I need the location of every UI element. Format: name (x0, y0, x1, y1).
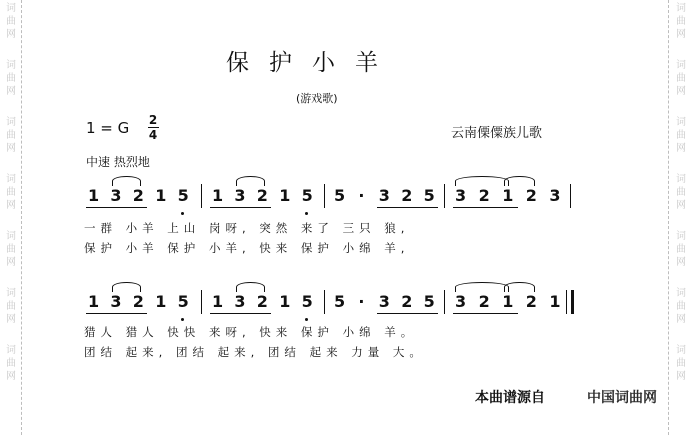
note: 5 (301, 292, 313, 311)
watermark: 词 曲 网 (676, 60, 686, 97)
note: 5 (334, 292, 346, 311)
staff-row-2 (84, 290, 574, 359)
watermark: 词 曲 网 (6, 60, 16, 97)
beam-line (86, 207, 147, 208)
note: · (358, 186, 365, 205)
watermark-column-left (3, 0, 19, 383)
note: 3 (110, 292, 122, 311)
note: 1 (502, 292, 514, 311)
bar-line (444, 184, 445, 208)
notation-line (84, 184, 574, 210)
note: · (358, 292, 365, 311)
note: 1 (212, 186, 224, 205)
note: 5 (177, 292, 189, 311)
low-octave-dot (305, 318, 308, 321)
watermark: 词 曲 网 (676, 231, 686, 268)
note: 5 (177, 186, 189, 205)
bar-line (566, 290, 567, 314)
meter-top: 2 (148, 113, 158, 127)
beam-line (453, 313, 518, 314)
watermark: 词 曲 网 (676, 3, 686, 40)
slur-arc (112, 176, 141, 186)
watermark: 词 曲 网 (6, 174, 16, 211)
low-octave-dot (181, 318, 184, 321)
note: 3 (549, 186, 561, 205)
slur-arc (236, 176, 265, 186)
source-label: 本曲谱源自 (475, 390, 545, 406)
note: 2 (132, 292, 144, 311)
note: 1 (279, 186, 291, 205)
bar-line (201, 290, 202, 314)
note: 2 (401, 292, 413, 311)
note: 1 (279, 292, 291, 311)
right-margin-line (668, 0, 669, 435)
beam-line (210, 207, 271, 208)
note: 2 (478, 186, 490, 205)
watermark: 词 曲 网 (6, 231, 16, 268)
lyrics-verse-2: 团结 起来, 团结 起来, 团结 起来 力量 大。 (84, 345, 426, 359)
bar-line (324, 290, 325, 314)
beam-line (210, 313, 271, 314)
note: 3 (378, 186, 390, 205)
slur-arc (455, 282, 509, 292)
note: 3 (455, 292, 467, 311)
source-site-link[interactable]: 中国词曲网 (587, 390, 657, 406)
watermark: 词 曲 网 (6, 117, 16, 154)
notation-line (84, 290, 574, 316)
note: 2 (525, 186, 537, 205)
note: 5 (334, 186, 346, 205)
bar-line (201, 184, 202, 208)
staff-row-1 (84, 184, 574, 255)
lyrics-verse-2: 保护 小羊 保护 小羊, 快来 保护 小绵 羊, (84, 241, 410, 255)
bar-line (570, 184, 571, 208)
note: 1 (502, 186, 514, 205)
slur-arc (455, 176, 509, 186)
watermark: 词 曲 网 (676, 117, 686, 154)
note: 3 (455, 186, 467, 205)
final-bar-line (571, 290, 574, 314)
note: 1 (212, 292, 224, 311)
note: 1 (155, 186, 167, 205)
song-origin: 云南傈僳族儿歌 (451, 126, 543, 141)
note: 2 (256, 292, 268, 311)
watermark: 词 曲 网 (6, 288, 16, 325)
slur-arc (504, 176, 534, 186)
left-margin-line (21, 0, 22, 435)
note: 3 (378, 292, 390, 311)
song-subtitle: (游戏歌) (296, 92, 338, 105)
watermark: 词 曲 网 (676, 288, 686, 325)
note: 5 (423, 186, 435, 205)
beam-line (86, 313, 147, 314)
note: 5 (423, 292, 435, 311)
song-title: 保护小羊 (226, 50, 398, 76)
watermark: 词 曲 网 (676, 345, 686, 382)
note: 1 (155, 292, 167, 311)
note: 2 (478, 292, 490, 311)
watermark-column-right (673, 0, 689, 383)
note: 3 (234, 292, 246, 311)
note: 2 (256, 186, 268, 205)
watermark: 词 曲 网 (6, 3, 16, 40)
bar-line (324, 184, 325, 208)
bar-line (444, 290, 445, 314)
beam-line (377, 207, 438, 208)
beam-line (453, 207, 518, 208)
note: 3 (110, 186, 122, 205)
note: 1 (549, 292, 561, 311)
beam-line (377, 313, 438, 314)
note: 1 (88, 292, 100, 311)
note: 5 (301, 186, 313, 205)
watermark: 词 曲 网 (6, 345, 16, 382)
note: 2 (132, 186, 144, 205)
key-signature: 1 = G (86, 119, 130, 137)
note: 1 (88, 186, 100, 205)
meter-bottom: 4 (148, 128, 158, 142)
watermark: 词 曲 网 (676, 174, 686, 211)
lyrics-verse-1: 一群 小羊 上山 岗呀, 突然 来了 三只 狼, (84, 221, 410, 235)
note: 2 (525, 292, 537, 311)
lyrics-verse-1: 猎人 猎人 快快 来呀, 快来 保护 小绵 羊。 (84, 325, 418, 339)
slur-arc (504, 282, 534, 292)
slur-arc (236, 282, 265, 292)
note: 2 (401, 186, 413, 205)
low-octave-dot (305, 212, 308, 215)
slur-arc (112, 282, 141, 292)
time-signature (146, 113, 160, 142)
tempo-marking: 中速 热烈地 (86, 155, 150, 169)
low-octave-dot (181, 212, 184, 215)
note: 3 (234, 186, 246, 205)
